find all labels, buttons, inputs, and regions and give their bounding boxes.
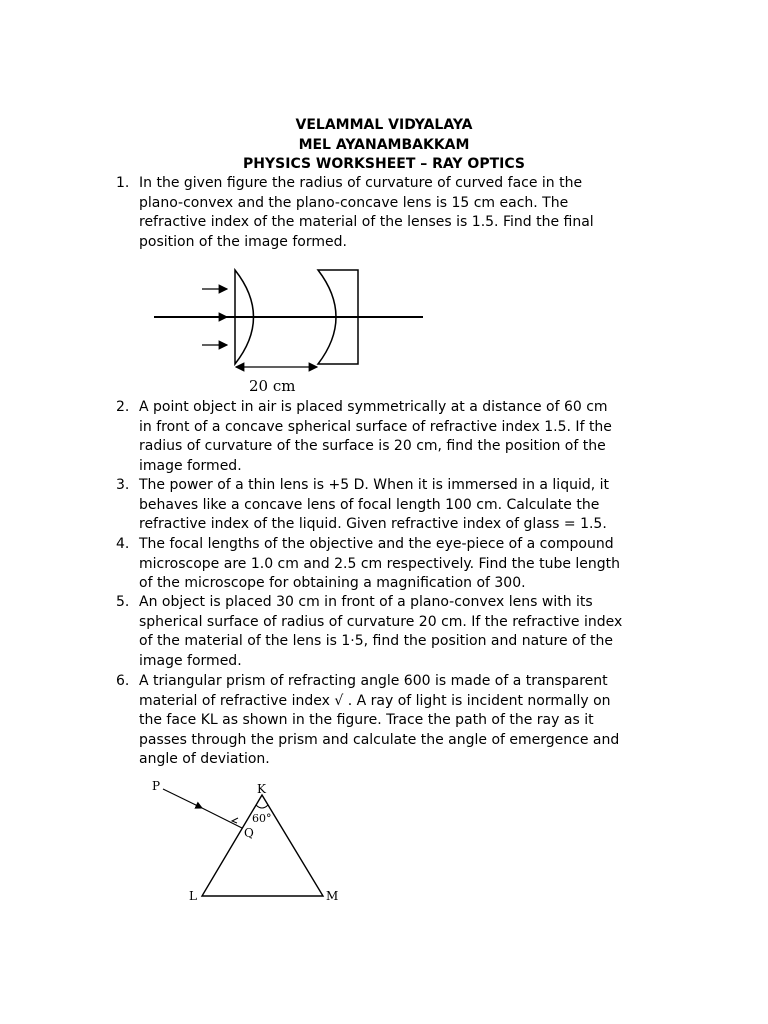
question-number: 1. xyxy=(116,175,130,191)
question-text: A triangular prism of refracting angle 600 is made of a transparent material of refractive index √ . A ray of light is incident normally on the face KL as shown in the figure. Trace the path of the ray as it passes through the prism and calculate the angle of emergence and angle of deviation. xyxy=(139,673,620,767)
question-number: 3. xyxy=(116,477,130,493)
apex-angle-arc xyxy=(256,805,268,808)
worksheet-header xyxy=(0,116,768,175)
label-p: P xyxy=(152,779,161,793)
school-name: VELAMMAL VIDYALAYA xyxy=(295,117,473,133)
label-q: Q xyxy=(244,826,254,840)
label-m: M xyxy=(326,889,339,903)
prism-figure xyxy=(140,775,360,910)
incident-ray-continued xyxy=(200,807,242,828)
worksheet-title: PHYSICS WORKSHEET – RAY OPTICS xyxy=(243,156,525,172)
question-number: 2. xyxy=(116,399,130,415)
question-number: 4. xyxy=(116,536,130,552)
question-text: An object is placed 30 cm in front of a plano-convex lens with its spherical surface of radius of curvature 20 cm. If the refractive index of the material of the lens is 1·5, find the position and nature of the image formed. xyxy=(139,594,623,669)
question-number: 6. xyxy=(116,673,130,689)
question-text: A point object in air is placed symmetrically at a distance of 60 cm in front of a concave spherical surface of refractive index 1.5. If the radius of curvature of the surface is 20 cm, find the position of the image formed. xyxy=(139,399,612,474)
question-text: The focal lengths of the objective and the eye-piece of a compound microscope are 1.0 cm and 2.5 cm respectively. Find the tube length of the microscope for obtaining a magnification of 300. xyxy=(139,536,621,591)
distance-label: 20 cm xyxy=(249,377,296,395)
question-text: The power of a thin lens is +5 D. When it is immersed in a liquid, it behaves like a concave lens of focal length 100 cm. Calculate the refractive index of the liquid. Given refractive index of glass = 1.5. xyxy=(139,477,610,532)
angle-label: 60° xyxy=(252,812,272,825)
label-k: K xyxy=(257,782,266,796)
prism-triangle xyxy=(202,795,323,896)
school-branch: MEL AYANAMBAKKAM xyxy=(298,136,470,153)
right-angle-mark xyxy=(232,818,238,823)
question-number: 5. xyxy=(116,594,130,610)
lens-figure xyxy=(150,262,430,398)
incident-ray xyxy=(163,789,202,808)
question-text: In the given figure the radius of curvature of curved face in the plano-convex and the plano-concave lens is 15 cm each. The refractive index of the material of the lenses is 1.5. Find the final position of the image formed. xyxy=(139,175,594,250)
label-l: L xyxy=(189,889,197,903)
